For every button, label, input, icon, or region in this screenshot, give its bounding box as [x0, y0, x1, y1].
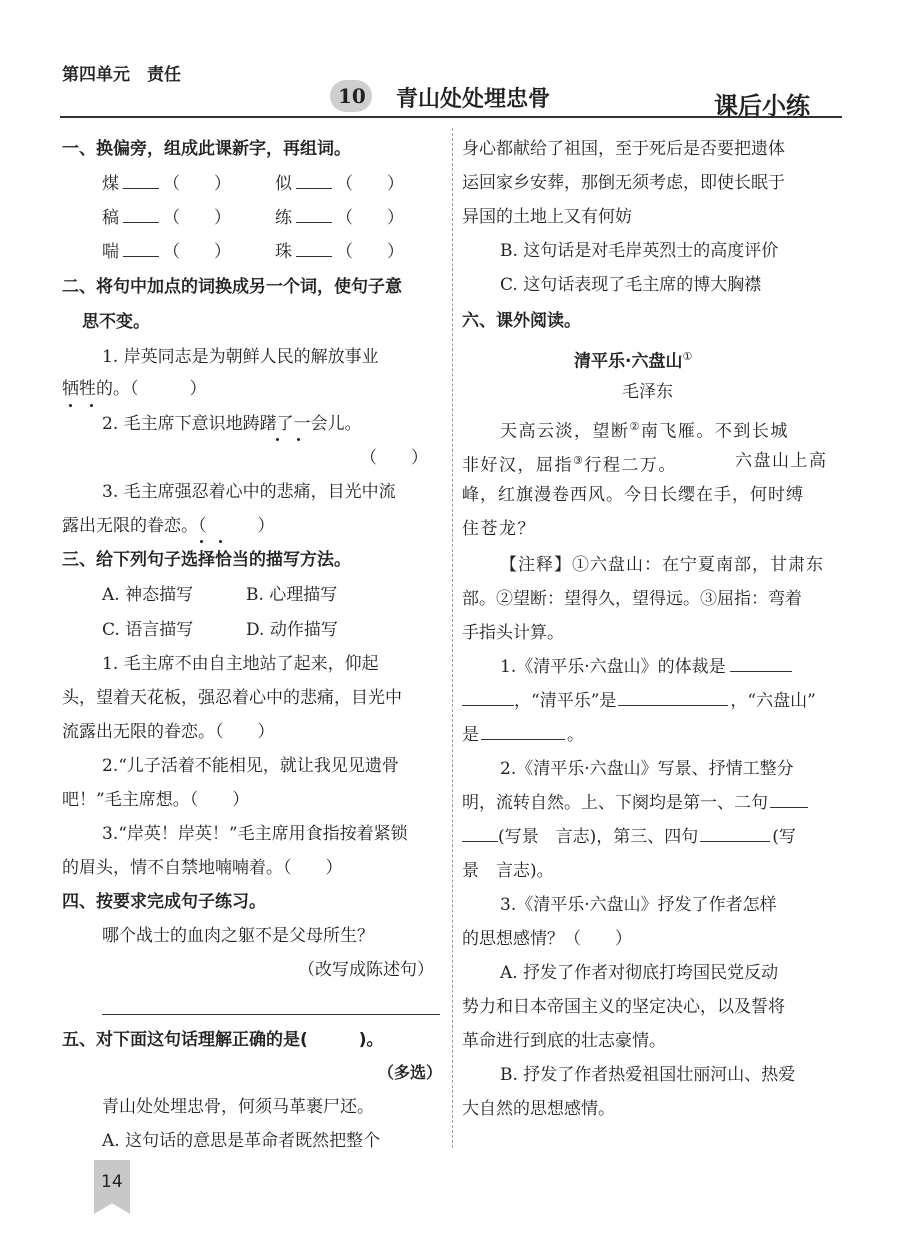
char-row: [102, 201, 231, 235]
s6-q1-cont: [462, 718, 584, 752]
unit-label: 第四单元 责任: [62, 65, 181, 85]
s6-q2-cont: 景 言志)。: [462, 861, 554, 881]
s6-q3-option-a-cont: 势力和日本帝国主义的坚定决心，以及誓将: [462, 997, 785, 1017]
section-3-title: 三、给下列句子选择恰当的描写方法。: [62, 550, 351, 570]
option-a: A. 神态描写: [102, 585, 194, 605]
question-text: (写景 言志)，第三、四句: [498, 827, 699, 847]
section-tag: 课后小练: [714, 92, 810, 120]
option-d: D. 动作描写: [246, 620, 338, 640]
section-5-title: 五、对下面这句话理解正确的是( )。: [62, 1030, 384, 1050]
char: 喘: [102, 242, 119, 262]
poem-notes-cont: 手指头计算。: [462, 623, 564, 643]
blank-line[interactable]: [123, 222, 159, 223]
blank-line[interactable]: [462, 705, 514, 706]
s5-option-a-cont: 异国的土地上又有何妨: [462, 207, 632, 227]
s5-quote: 青山处处埋忠骨，何须马革裹尸还。: [102, 1097, 374, 1117]
char-row: [275, 201, 404, 235]
s3-item-2-cont: 吧！”毛主席想。（ ）: [62, 790, 250, 810]
emphasis-dot: [276, 438, 279, 441]
s6-q3-cont: 的思想感情？（ ）: [462, 929, 632, 949]
poem-text: 天高云淡，望断: [500, 421, 630, 442]
blank-line[interactable]: [462, 841, 498, 842]
s4-sentence: 哪个战士的血肉之躯不是父母所生？: [102, 926, 374, 946]
answer-paren[interactable]: （ ）: [163, 242, 231, 262]
answer-paren[interactable]: （ ）: [336, 242, 404, 262]
poem-line: [462, 444, 677, 483]
blank-line[interactable]: [123, 188, 159, 189]
char: 煤: [102, 174, 119, 194]
s6-q3-option-b: B. 抒发了作者热爱祖国壮丽河山、热爱: [500, 1065, 796, 1085]
answer-paren[interactable]: （ ）: [163, 174, 231, 194]
question-text: ，“清平乐”是: [514, 691, 617, 711]
question-text: 。: [567, 725, 584, 745]
char: 练: [275, 208, 292, 228]
blank-line[interactable]: [123, 256, 159, 257]
blank-line[interactable]: [481, 739, 565, 740]
poem-line: 六盘山上高: [735, 451, 828, 471]
option-c: C. 语言描写: [102, 620, 194, 640]
poem-line: 峰，红旗漫卷西风。今日长缨在手，何时缚: [462, 485, 804, 505]
poem-notes-cont: 部。②望断：望得久，望得远。③屈指：弯着: [462, 589, 802, 609]
blank-line[interactable]: [618, 705, 728, 706]
s2-item-2: 2. 毛主席下意识地踌躇了一会儿。: [102, 414, 362, 434]
s3-item-2: 2.“儿子活着不能相见，就让我见见遗骨: [102, 756, 399, 776]
blank-line[interactable]: [770, 807, 808, 808]
s5-option-b: B. 这句话是对毛岸英烈士的高度评价: [500, 241, 779, 261]
emphasis-dot: [69, 404, 72, 407]
emphasis-dot: [297, 438, 300, 441]
section-4-title: 四、按要求完成句子练习。: [62, 892, 266, 912]
char: 似: [275, 174, 292, 194]
question-text: ，“六盘山”: [730, 691, 816, 711]
s3-item-1: 1. 毛主席不由自主地站了起来，仰起: [102, 654, 379, 674]
s6-q3-option-a: A. 抒发了作者对彻底打垮国民党反动: [500, 963, 779, 983]
s3-item-1-cont: 流露出无限的眷恋。（ ）: [62, 722, 275, 742]
s6-q3-option-b-cont: 大自然的思想感情。: [462, 1099, 615, 1119]
s3-item-3: 3.“岸英！岸英！”毛主席用食指按着紧锁: [102, 824, 408, 844]
footnote-mark: ③: [573, 454, 585, 467]
question-text: 是: [462, 725, 479, 745]
char-row: [102, 235, 231, 269]
section-2-title-cont: 思不变。: [82, 312, 150, 332]
section-6-title: 六、课外阅读。: [462, 311, 581, 331]
poem-notes: 【注释】①六盘山：在宁夏南部，甘肃东: [500, 555, 824, 575]
option-b: B. 心理描写: [246, 585, 338, 605]
char-row: [275, 167, 404, 201]
poem-line: [500, 410, 789, 449]
section-1-title: 一、换偏旁，组成此课新字，再组词。: [62, 139, 351, 159]
multi-select-note: （多选）: [378, 1063, 443, 1082]
blank-line[interactable]: [700, 841, 770, 842]
poem-text: 非好汉，屈指: [462, 455, 573, 476]
blank-line[interactable]: [730, 671, 792, 672]
poem-text: 南飞雁。不到长城: [640, 421, 789, 442]
s2-item-3-cont: 露出无限的眷恋。（ ）: [62, 516, 275, 536]
question-text: 明，流转自然。上、下阕均是第一、二句: [462, 793, 768, 813]
page-number: 14: [101, 1172, 123, 1192]
s3-item-1-cont: 头，望着天花板，强忍着心中的悲痛，目光中: [62, 688, 402, 708]
s6-q2-cont: [462, 820, 796, 854]
s5-option-a-cont: 身心都献给了祖国，至于死后是否要把遗体: [462, 139, 785, 159]
lesson-title: 青山处处埋忠骨: [396, 86, 551, 112]
char-row: [275, 235, 404, 269]
s2-item-1-cont: 牺牲的。（ ）: [62, 379, 207, 399]
s2-item-1: 1. 岸英同志是为朝鲜人民的解放事业: [102, 347, 379, 367]
s6-q1-cont: [462, 684, 816, 718]
question-text: 1.《清平乐·六盘山》的体裁是: [500, 657, 726, 677]
s5-option-a-cont: 运回家乡安葬，那倒无须考虑，即使长眠于: [462, 173, 785, 193]
poem-line: 住苍龙？: [462, 519, 536, 539]
poem-title-text: 清平乐·六盘山: [574, 351, 683, 372]
poem-text: 行程二万。: [584, 455, 677, 476]
emphasis-dot: [90, 404, 93, 407]
answer-paren[interactable]: （ ）: [336, 174, 404, 194]
char-row: [102, 167, 231, 201]
s2-item-2-paren[interactable]: （ ）: [360, 448, 428, 468]
s5-option-a: A. 这句话的意思是革命者既然把整个: [102, 1131, 381, 1151]
s6-q2: 2.《清平乐·六盘山》写景、抒情工整分: [500, 759, 794, 779]
poem-title: [574, 340, 692, 379]
lesson-number: 10: [338, 84, 366, 108]
char: 稿: [102, 208, 119, 228]
blank-line[interactable]: [296, 188, 332, 189]
s6-q3: 3.《清平乐·六盘山》抒发了作者怎样: [500, 895, 777, 915]
s2-item-3: 3. 毛主席强忍着心中的悲痛，目光中流: [102, 482, 396, 502]
answer-paren[interactable]: （ ）: [336, 208, 404, 228]
poem-author: 毛泽东: [622, 382, 673, 402]
question-text: (写: [772, 827, 796, 847]
blank-line[interactable]: [296, 256, 332, 257]
answer-paren[interactable]: （ ）: [163, 208, 231, 228]
s6-q2-cont: [462, 786, 808, 820]
footnote-mark: ②: [629, 420, 641, 433]
s6-q3-option-a-cont: 革命进行到底的壮志豪情。: [462, 1031, 666, 1051]
char: 珠: [275, 242, 292, 262]
s6-q1: [500, 650, 792, 684]
s3-item-3-cont: 的眉头，情不自禁地喃喃着。（ ）: [62, 858, 343, 878]
footnote-mark: ①: [682, 350, 693, 363]
s4-answer-line[interactable]: [102, 1014, 440, 1015]
section-2-title: 二、将句中加点的词换成另一个词，使句子意: [62, 277, 402, 297]
column-divider: [452, 128, 453, 1148]
s4-requirement: （改写成陈述句）: [298, 960, 434, 980]
s5-option-c: C. 这句话表现了毛主席的博大胸襟: [500, 275, 762, 295]
blank-line[interactable]: [296, 222, 332, 223]
